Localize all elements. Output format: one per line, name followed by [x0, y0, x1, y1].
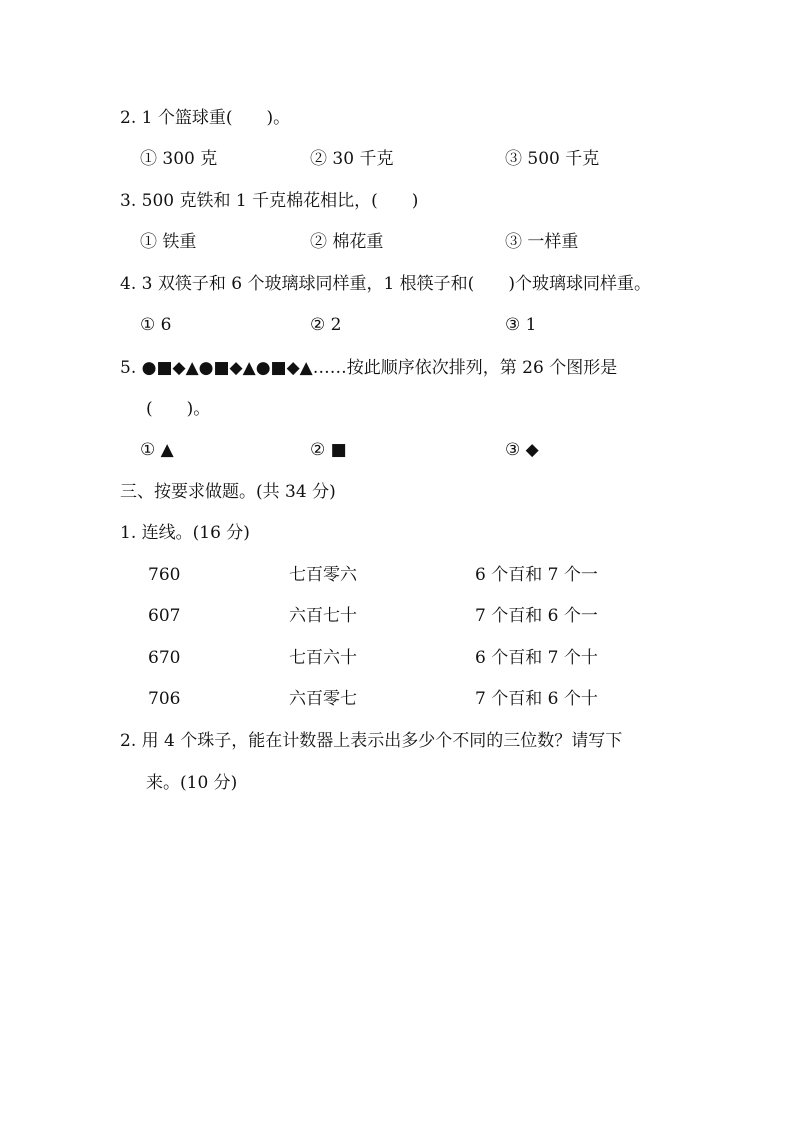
match-word: 六百零七: [289, 689, 357, 709]
match-word: 六百七十: [289, 606, 357, 626]
question-2-stem: 2. 1 个篮球重( )。: [120, 108, 291, 128]
question-5-option-3: ③ ◆: [505, 440, 539, 460]
question-4-option-2: ② 2: [310, 315, 342, 335]
match-unit: 6 个百和 7 个十: [475, 648, 598, 668]
section-3-question-2-line-1: 2. 用 4 个珠子，能在计数器上表示出多少个不同的三位数？请写下: [120, 731, 623, 751]
section-3-question-1-title: 1. 连线。(16 分): [120, 523, 250, 543]
match-number: 670: [148, 648, 181, 668]
match-number: 607: [148, 606, 181, 626]
match-word: 七百六十: [289, 648, 357, 668]
match-unit: 7 个百和 6 个一: [475, 606, 598, 626]
question-5-option-1: ① ▲: [140, 440, 174, 460]
question-2-option-3: ③ 500 千克: [505, 149, 600, 169]
match-unit: 6 个百和 7 个一: [475, 565, 598, 585]
question-3-stem: 3. 500 克铁和 1 千克棉花相比，( ): [120, 191, 419, 211]
match-number: 760: [148, 565, 181, 585]
question-5-option-2: ② ■: [310, 440, 347, 460]
question-3-option-2: ② 棉花重: [310, 232, 384, 252]
question-5-answer-blank: ( )。: [146, 399, 211, 419]
section-3-heading: 三、按要求做题。(共 34 分): [120, 482, 336, 502]
question-5-stem: 5. ●■◆▲●■◆▲●■◆▲……按此顺序依次排列，第 26 个图形是: [120, 358, 618, 378]
question-4-option-3: ③ 1: [505, 315, 537, 335]
question-2-option-1: ① 300 克: [140, 149, 218, 169]
section-3-question-2-line-2: 来。(10 分): [146, 773, 238, 793]
question-4-stem: 4. 3 双筷子和 6 个玻璃球同样重，1 根筷子和( )个玻璃球同样重。: [120, 274, 651, 294]
question-3-option-3: ③ 一样重: [505, 232, 579, 252]
question-3-option-1: ① 铁重: [140, 232, 197, 252]
match-word: 七百零六: [289, 565, 357, 585]
question-4-option-1: ① 6: [140, 315, 172, 335]
match-number: 706: [148, 689, 181, 709]
question-2-option-2: ② 30 千克: [310, 149, 394, 169]
match-unit: 7 个百和 6 个十: [475, 689, 598, 709]
